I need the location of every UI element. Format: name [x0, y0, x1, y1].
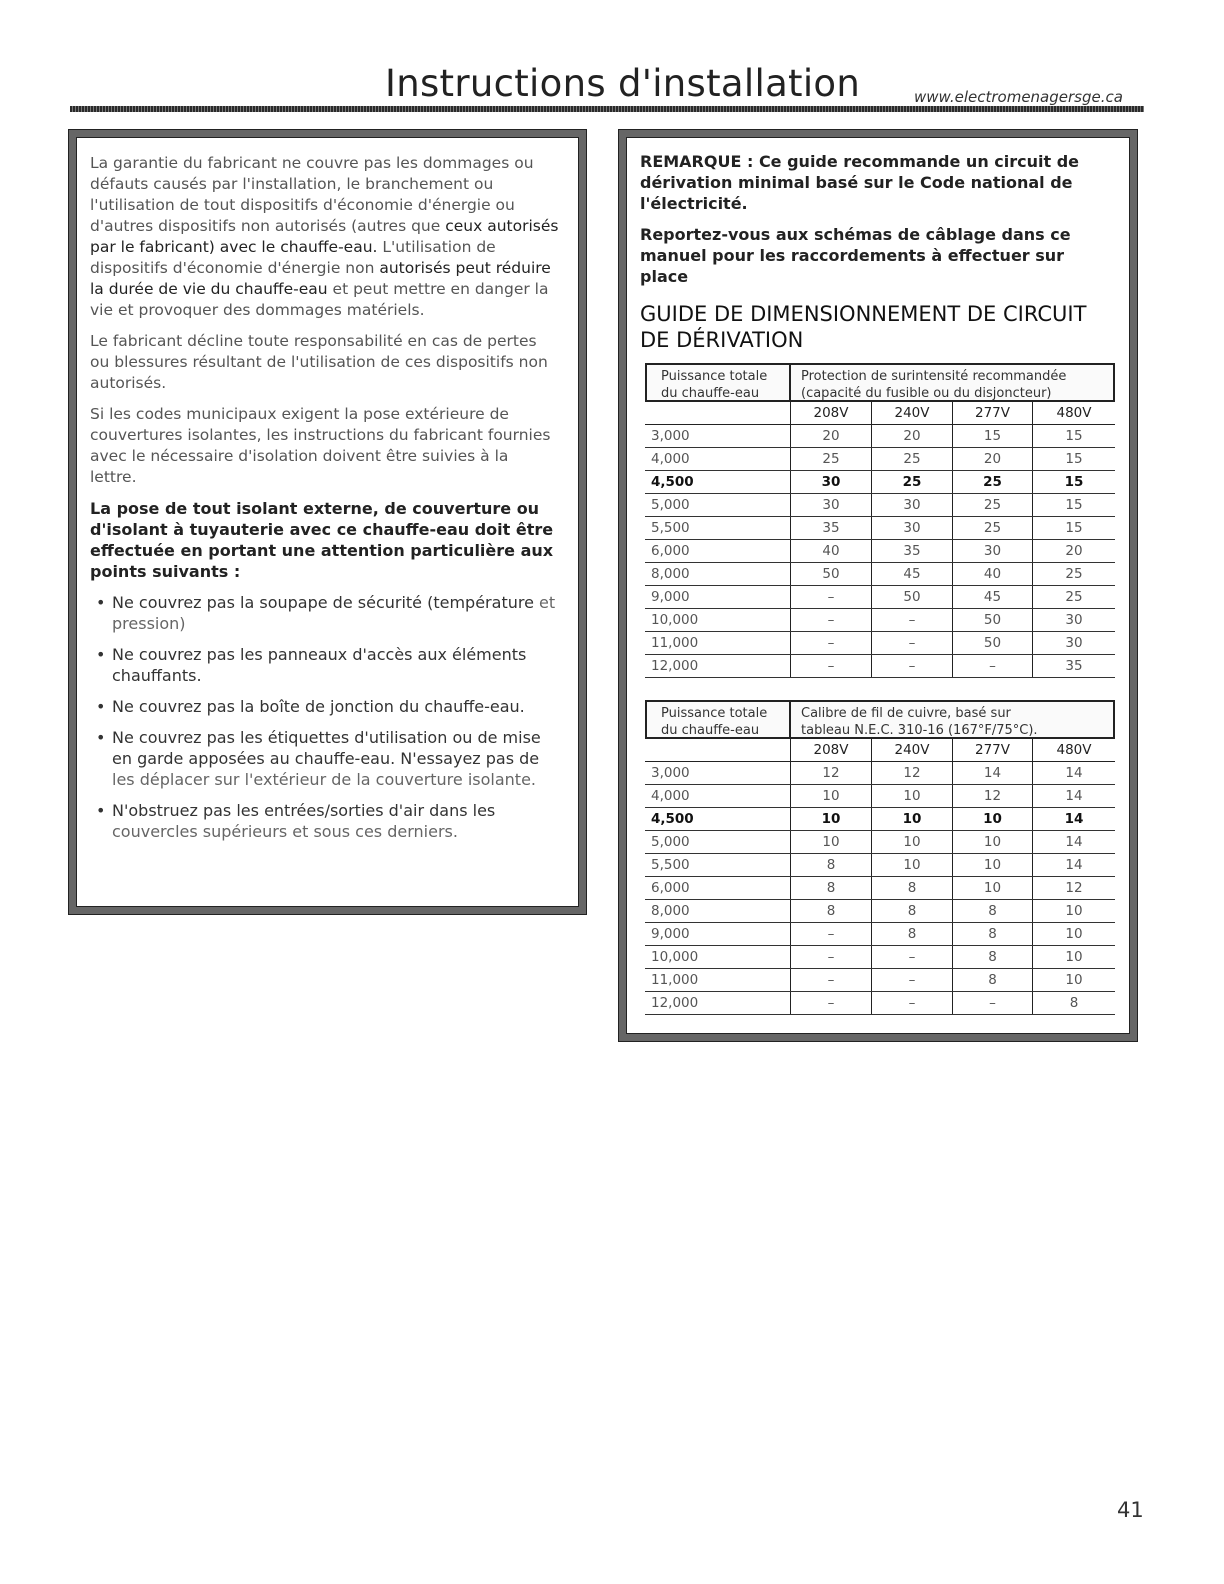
warranty-text-3: L'utilisation de dispositifs d'économie d'énergie non	[90, 238, 496, 277]
value-cell: 8	[871, 923, 952, 945]
value-cell: 30	[871, 517, 952, 539]
table-row	[645, 877, 1115, 900]
note-remark: REMARQUE : Ce guide recommande un circuit de dérivation minimal basé sur le Code national de l'électricité.	[640, 152, 1080, 213]
header-protection-column	[791, 365, 1113, 400]
value-cell: 25	[790, 448, 871, 470]
page-number: 41	[1117, 1498, 1144, 1522]
header-divider	[70, 106, 1144, 112]
value-cell: 50	[871, 586, 952, 608]
liability-paragraph: Le fabricant décline toute responsabilité en cas de pertes ou blessures résultant de l'utilisation de ces dispositifs non autorisés.	[90, 332, 548, 392]
voltage-label: 480V	[1056, 742, 1092, 758]
value-cell: –	[871, 992, 952, 1014]
value-cell: 8	[1069, 995, 1079, 1011]
value-cell: 45	[871, 563, 952, 585]
value-cell: 8	[790, 900, 871, 922]
table-row	[645, 609, 1115, 632]
header-power-line2: du chauffe-eau	[661, 386, 760, 401]
value-cell: 8	[790, 854, 871, 876]
value-cell: 15	[1065, 497, 1083, 513]
value-cell: 10	[952, 808, 1033, 830]
table-header	[645, 363, 1115, 402]
table-row	[645, 563, 1115, 586]
bullet-text-continued: couvercles supérieurs et sous ces derniers.	[112, 822, 458, 841]
value-cell: 12	[871, 762, 952, 784]
bullet-text-continued: et pression)	[112, 593, 556, 633]
note-wiring-diagrams: Reportez-vous aux schémas de câblage dans ce manuel pour les raccordements à effectuer sur place	[640, 225, 1071, 286]
wattage-cell: 12,000	[651, 658, 699, 674]
bullet-text: N'obstruez pas les entrées/sorties d'air dans les	[112, 801, 496, 820]
wattage-cell: 4,000	[651, 451, 690, 467]
wattage-cell: 4,500	[651, 474, 694, 490]
value-cell: 10	[952, 854, 1033, 876]
value-cell: 30	[871, 494, 952, 516]
value-cell: –	[790, 632, 871, 654]
value-cell: 8	[790, 877, 871, 899]
bullet-icon: •	[96, 697, 106, 716]
value-cell: 50	[952, 632, 1033, 654]
header-power-column	[647, 702, 791, 737]
table-row	[645, 655, 1115, 678]
value-cell: 14	[1065, 857, 1083, 873]
value-cell: 50	[790, 563, 871, 585]
header-wire-line2: tableau N.E.C. 310-16 (167°F/75°C).	[801, 723, 1038, 738]
value-cell: 10	[1065, 972, 1083, 988]
value-cell: –	[952, 992, 1033, 1014]
website-url: www.electromenagersge.ca	[914, 88, 1123, 106]
value-cell: –	[790, 946, 871, 968]
value-cell: –	[790, 609, 871, 631]
header-power-column	[647, 365, 791, 400]
bullet-text: Ne couvrez pas les panneaux d'accès aux éléments chauffants.	[112, 645, 527, 685]
table-row	[645, 517, 1115, 540]
bullet-item	[90, 800, 559, 842]
value-cell: 40	[790, 540, 871, 562]
value-cell: 30	[790, 494, 871, 516]
value-cell: 20	[871, 425, 952, 447]
warranty-paragraph	[90, 153, 559, 321]
value-cell: 25	[952, 471, 1033, 493]
table-body	[645, 739, 1115, 1015]
voltage-label: 277V	[952, 739, 1033, 761]
value-cell: 14	[1065, 834, 1083, 850]
header-power-line1: Puissance totale	[661, 369, 768, 384]
empty-cell	[645, 739, 790, 761]
value-cell: 12	[1065, 880, 1083, 896]
value-cell: 8	[871, 877, 952, 899]
insulation-warning: La pose de tout isolant externe, de couverture ou d'isolant à tuyauterie avec ce chauffe-eau doit être effectuée en portant une attention particulière aux points suivants :	[90, 499, 554, 581]
header-power-line2: du chauffe-eau	[661, 723, 760, 738]
value-cell: –	[790, 969, 871, 991]
value-cell: 8	[952, 923, 1033, 945]
value-cell: –	[871, 632, 952, 654]
wattage-cell: 6,000	[651, 880, 690, 896]
value-cell: 8	[952, 900, 1033, 922]
value-cell: 10	[1065, 926, 1083, 942]
page-title: Instructions d'installation	[385, 62, 861, 105]
value-cell: 25	[1065, 566, 1083, 582]
value-cell: 30	[1065, 612, 1083, 628]
table-row	[645, 632, 1115, 655]
wattage-cell: 3,000	[651, 428, 690, 444]
value-cell: –	[952, 655, 1033, 677]
value-cell: –	[871, 946, 952, 968]
header-power-line1: Puissance totale	[661, 706, 768, 721]
wattage-cell: 9,000	[651, 589, 690, 605]
value-cell: 25	[952, 494, 1033, 516]
value-cell: 30	[1065, 635, 1083, 651]
municipal-codes-paragraph: Si les codes municipaux exigent la pose extérieure de couvertures isolantes, les instructions du fabricant fournies avec le nécessaire d'isolation doivent être suivies à la lettre.	[90, 405, 551, 486]
wattage-cell: 5,500	[651, 520, 690, 536]
value-cell: 10	[1065, 903, 1083, 919]
voltage-header-row	[645, 739, 1115, 762]
value-cell: 12	[952, 785, 1033, 807]
value-cell: –	[871, 969, 952, 991]
table-row	[645, 425, 1115, 448]
table-body	[645, 402, 1115, 678]
value-cell: 10	[1065, 949, 1083, 965]
value-cell: 10	[871, 831, 952, 853]
warranty-text-4: autorisés peut réduire la durée de vie du chauffe-eau	[90, 259, 551, 298]
empty-cell	[645, 402, 790, 424]
value-cell: 25	[1065, 589, 1083, 605]
value-cell: 35	[871, 540, 952, 562]
wattage-cell: 8,000	[651, 566, 690, 582]
wattage-cell: 11,000	[651, 635, 699, 651]
table-row	[645, 831, 1115, 854]
value-cell: 35	[1065, 658, 1083, 674]
voltage-label: 480V	[1056, 405, 1092, 421]
value-cell: 10	[790, 831, 871, 853]
bullet-item	[90, 727, 559, 790]
circuit-guide-panel	[619, 130, 1137, 1041]
table-row	[645, 785, 1115, 808]
value-cell: –	[871, 655, 952, 677]
wattage-cell: 11,000	[651, 972, 699, 988]
wattage-cell: 12,000	[651, 995, 699, 1011]
table-row	[645, 969, 1115, 992]
bullet-text: Ne couvrez pas les étiquettes d'utilisation ou de mise en garde apposées au chauffe-eau. N'essayez pas de	[112, 728, 541, 768]
bullet-item	[90, 696, 559, 717]
value-cell: 15	[1065, 520, 1083, 536]
value-cell: –	[790, 586, 871, 608]
value-cell: 25	[871, 448, 952, 470]
bullet-text: Ne couvrez pas la soupape de sécurité (température	[112, 593, 534, 612]
header-protection-line2: (capacité du fusible ou du disjoncteur)	[801, 386, 1052, 401]
value-cell: 14	[1065, 765, 1083, 781]
value-cell: 14	[952, 762, 1033, 784]
wattage-cell: 10,000	[651, 949, 699, 965]
bullet-item	[90, 644, 559, 686]
table-row	[645, 946, 1115, 969]
value-cell: 8	[871, 900, 952, 922]
bullet-icon: •	[96, 593, 106, 612]
value-cell: 12	[790, 762, 871, 784]
header-protection-line1: Protection de surintensité recommandée	[801, 369, 1067, 384]
wattage-cell: 10,000	[651, 612, 699, 628]
voltage-header-row	[645, 402, 1115, 425]
value-cell: 15	[1065, 451, 1083, 467]
warranty-panel	[69, 130, 586, 914]
value-cell: 10	[871, 808, 952, 830]
value-cell: 10	[952, 831, 1033, 853]
warranty-text-1: La garantie du fabricant ne couvre pas les dommages ou défauts causés par l'installation, le branchement ou l'utilisation de tout dispositifs d'économie d'énergie ou d'autres dispositifs non autorisés (autres que	[90, 154, 534, 235]
bullet-icon: •	[96, 645, 106, 664]
value-cell: –	[790, 992, 871, 1014]
value-cell: 25	[871, 471, 952, 493]
overcurrent-protection-table	[645, 363, 1115, 678]
wattage-cell: 9,000	[651, 926, 690, 942]
wattage-cell: 4,500	[651, 811, 694, 827]
value-cell: 30	[790, 471, 871, 493]
value-cell: 45	[952, 586, 1033, 608]
value-cell: 14	[1064, 811, 1084, 827]
bullet-text-continued: les déplacer sur l'extérieur de la couverture isolante.	[112, 770, 536, 789]
bullet-icon: •	[96, 728, 106, 747]
warranty-text-5: et peut mettre en danger la vie et provoquer des dommages matériels.	[90, 280, 549, 319]
table-row	[645, 471, 1115, 494]
value-cell: 35	[790, 517, 871, 539]
wattage-cell: 4,000	[651, 788, 690, 804]
bullet-item	[90, 592, 559, 634]
value-cell: 30	[952, 540, 1033, 562]
value-cell: 10	[952, 877, 1033, 899]
value-cell: –	[790, 655, 871, 677]
value-cell: 20	[1065, 543, 1083, 559]
table-row	[645, 923, 1115, 946]
table-row	[645, 540, 1115, 563]
wattage-cell: 3,000	[651, 765, 690, 781]
table-row	[645, 762, 1115, 785]
value-cell: 20	[790, 425, 871, 447]
wire-gauge-table	[645, 700, 1115, 1015]
bullet-text: Ne couvrez pas la boîte de jonction du chauffe-eau.	[112, 697, 525, 716]
bullet-icon: •	[96, 801, 106, 820]
voltage-label: 208V	[790, 402, 871, 424]
table-row	[645, 494, 1115, 517]
value-cell: 14	[1065, 788, 1083, 804]
table-header	[645, 700, 1115, 739]
table-row	[645, 854, 1115, 877]
voltage-label: 240V	[871, 402, 952, 424]
value-cell: 25	[952, 517, 1033, 539]
table-row	[645, 992, 1115, 1015]
value-cell: 20	[952, 448, 1033, 470]
value-cell: –	[790, 923, 871, 945]
value-cell: 15	[952, 425, 1033, 447]
voltage-label: 208V	[790, 739, 871, 761]
value-cell: 40	[952, 563, 1033, 585]
table-row	[645, 900, 1115, 923]
value-cell: 10	[871, 854, 952, 876]
wattage-cell: 5,000	[651, 497, 690, 513]
wattage-cell: 6,000	[651, 543, 690, 559]
value-cell: 15	[1065, 428, 1083, 444]
value-cell: 15	[1064, 474, 1084, 490]
wattage-cell: 5,500	[651, 857, 690, 873]
voltage-label: 277V	[952, 402, 1033, 424]
value-cell: 8	[952, 969, 1033, 991]
value-cell: 10	[790, 808, 871, 830]
wattage-cell: 8,000	[651, 903, 690, 919]
value-cell: 50	[952, 609, 1033, 631]
section-title: GUIDE DE DIMENSIONNEMENT DE CIRCUIT DE DÉRIVATION	[640, 302, 1087, 352]
warranty-text-2: ceux autorisés par le fabricant) avec le chauffe-eau.	[90, 217, 559, 256]
header-wire-column	[791, 702, 1113, 737]
value-cell: 10	[871, 785, 952, 807]
table-row	[645, 448, 1115, 471]
header-wire-line1: Calibre de fil de cuivre, basé sur	[801, 706, 1011, 721]
insulation-bullet-list	[90, 592, 559, 842]
value-cell: 10	[790, 785, 871, 807]
voltage-label: 240V	[871, 739, 952, 761]
table-row	[645, 808, 1115, 831]
value-cell: 8	[952, 946, 1033, 968]
value-cell: –	[871, 609, 952, 631]
table-row	[645, 586, 1115, 609]
wattage-cell: 5,000	[651, 834, 690, 850]
